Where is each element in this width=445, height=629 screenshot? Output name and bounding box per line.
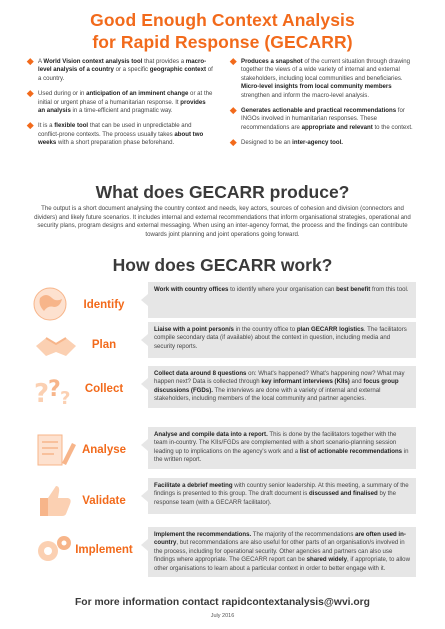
step-label-collect: Collect bbox=[84, 383, 124, 395]
step-box-analyse: Analyse and compile data into a report. This is done by the facilitators together with the team in-country. The KIIs/FGDs are complemented with a short scenario-planning session leading up to implications on the agency's work and a list of actionable recommendations in the written report. bbox=[148, 427, 416, 469]
step-plan bbox=[0, 322, 445, 368]
publication-date: July 2016 bbox=[210, 613, 235, 619]
bullet-left-2: Used during or in anticipation of an imminent change or at the initial or urgent phase of a humanitarian response. It provides an analysis in a time-efficient and pragmatic way. bbox=[28, 90, 213, 115]
bullet-diamond-icon bbox=[27, 123, 33, 129]
bullet-diamond-icon bbox=[230, 107, 236, 113]
how-heading: How does GECARR work? bbox=[112, 255, 333, 275]
step-label-identify: Identify bbox=[83, 299, 125, 311]
contact-footer: For more information contact rapidcontextanalysis@wvi.org bbox=[75, 597, 370, 608]
step-implement bbox=[0, 527, 445, 573]
bullet-left-3: It is a flexible tool that can be used in unpredictable and conflict-prone contexts. The process usually takes about two weeks with a short preparation phase beforehand. bbox=[28, 122, 213, 147]
step-box-validate: Facilitate a debrief meeting with country senior leadership. At this meeting, a summary of the findings is presented to this group. The draft document is discussed and finalised by the response team (with a GECARR facilitator). bbox=[148, 478, 416, 514]
step-collect bbox=[0, 366, 445, 412]
page-title bbox=[0, 9, 445, 53]
step-validate bbox=[0, 478, 445, 524]
bullet-diamond-icon bbox=[27, 90, 33, 96]
left-column bbox=[28, 58, 213, 154]
right-column bbox=[231, 58, 421, 154]
bullet-left-1: A World Vision context analysis tool that provides a macro-level analysis of a country or a specific geographic context of a country. bbox=[28, 58, 213, 83]
what-heading: What does GECARR produce? bbox=[95, 182, 350, 202]
step-label-analyse: Analyse bbox=[81, 444, 127, 456]
bullet-right-2: Generates actionable and practical recommendations for INGOs involved in humanitarian responses. These recommendations are appropriate and relevant to the context. bbox=[231, 107, 421, 132]
step-box-plan: Liaise with a point person/s in the country office to plan GECARR logistics. The facilitators compile secondary data (if available) about the context in question, including media and security reports. bbox=[148, 322, 416, 358]
step-label-validate: Validate bbox=[82, 495, 126, 507]
bullet-diamond-icon bbox=[230, 58, 236, 64]
title-line-1: Good Enough Context Analysis bbox=[90, 10, 355, 30]
what-description: The output is a short document analysing the country context and needs, key actors, sources of cohesion and division (connectors and dividers) and likely future scenarios. It includes internal and external recommendations that inform organisational strategies, operational and security plans, program designs and external messaging. When using an inter-agency format, the process and the findings can contribute towards joint planning and joint operations going forward. bbox=[34, 205, 411, 238]
svg-text:?: ? bbox=[60, 388, 71, 408]
title-line-2: for Rapid Response (GECARR) bbox=[92, 32, 353, 52]
svg-text:?: ? bbox=[48, 377, 61, 402]
step-label-implement: Implement bbox=[75, 544, 133, 556]
bullet-diamond-icon bbox=[27, 58, 33, 64]
step-box-collect: Collect data around 8 questions on: What's happened? What's happening now? What may happen next? Data is collected through key informant interviews (KIIs) and focus group discussions (FGDs). The interviews are done with a variety of internal and external stakeholders, including members of the local community and partner agencies. bbox=[148, 366, 416, 408]
step-box-identify: Work with country offices to identify where your organisation can best benefit from this tool. bbox=[148, 282, 416, 318]
step-label-plan: Plan bbox=[91, 339, 117, 351]
bullet-right-1: Produces a snapshot of the current situation through drawing together the views of a wide variety of internal and external stakeholders, including local communities and beneficiaries. Micro-level insights from local community members strengthen and inform the macro-level analysis. bbox=[231, 58, 421, 100]
bullet-diamond-icon bbox=[230, 139, 236, 145]
step-analyse bbox=[0, 427, 445, 473]
step-box-implement: Implement the recommendations. The majority of the recommendations are often used in-country, but recommendations are also useful for other parts of an organisation/s involved in the process, including for operational security. Other agencies and partners can also use findings where appropriate. The GECARR report can be shared widely, if appropriate, to allow other organisations to learn about a particular context in order to better engage with it. bbox=[148, 527, 416, 577]
bullet-right-3: Designed to be an inter-agency tool. bbox=[231, 139, 421, 147]
svg-text:?: ? bbox=[34, 379, 50, 408]
